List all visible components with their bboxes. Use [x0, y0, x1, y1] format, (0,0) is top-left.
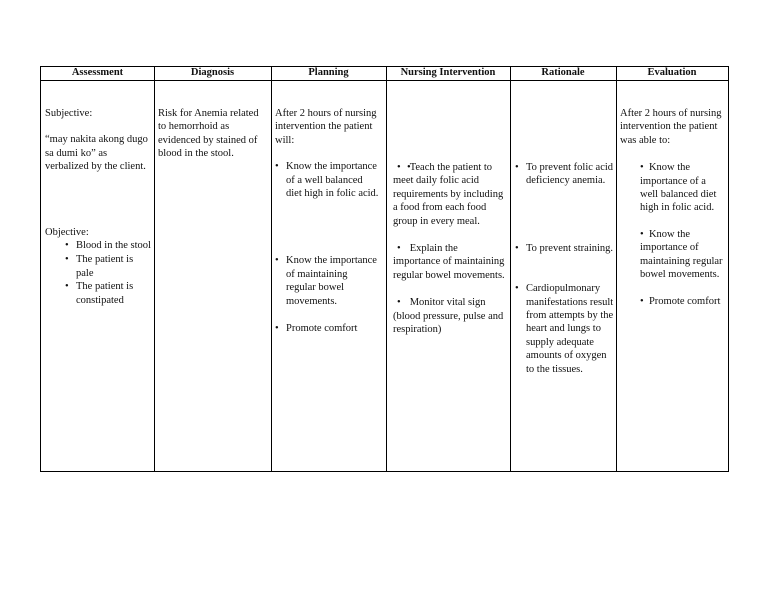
nursing-care-plan-table — [40, 66, 729, 472]
header-diagnosis: Diagnosis — [190, 67, 235, 78]
evaluation-item: Know the importance of maintaining regular bowel movements. — [640, 228, 723, 281]
bullet-icon: • — [640, 296, 644, 308]
intervention-item-2: Explain the importance of maintaining regular bowel movements. — [393, 243, 505, 281]
subjective-text: “may nakita akong dugo sa dumi ko” as verbalized by the client. — [45, 134, 148, 173]
rationale-item: • To prevent straining. — [515, 242, 615, 255]
intervention-list — [393, 161, 505, 336]
planning-intro: After 2 hours of nursing intervention the patient will: — [275, 108, 377, 146]
column-divider — [616, 67, 617, 471]
objective-label: Objective: — [45, 226, 89, 238]
column-divider — [510, 67, 511, 471]
diagnosis-cell — [158, 107, 268, 161]
header-assessment: Assessment — [71, 67, 124, 78]
bullet-icon: • — [640, 162, 644, 174]
evaluation-cell — [620, 107, 726, 309]
evaluation-intro: After 2 hours of nursing intervention the patient was able to: — [620, 108, 722, 146]
objective-item: • The patient is pale — [65, 253, 151, 280]
objective-item: • The patient is constipated — [65, 280, 151, 307]
rationale-item: • Cardiopulmonary manifestations result from attempts by the heart and lungs to supply adequate amounts of oxygen to the tissues. — [515, 282, 615, 376]
bullet-icon: • — [397, 243, 401, 255]
column-divider — [271, 67, 272, 471]
bullet-icon: • — [397, 297, 401, 309]
evaluation-item: Promote comfort — [648, 296, 721, 308]
planning-item: • Know the importance of maintaining regular bowel movements. — [275, 254, 379, 308]
subjective-label: Subjective: — [45, 108, 93, 119]
rationale-item: • To prevent folic acid deficiency anemia. — [515, 161, 615, 188]
evaluation-item: Know the importance of a well balanced diet high in folic acid. — [640, 162, 717, 214]
header-planning: Planning — [308, 67, 349, 78]
header-rationale: Rationale — [541, 67, 585, 78]
planning-item: • Know the importance of a well balanced diet high in folic acid. — [275, 160, 379, 200]
intervention-item-3: Monitor vital sign (blood pressure, pulse and respiration) — [393, 297, 504, 336]
planning-cell — [275, 107, 379, 335]
bullet-icon: • — [397, 162, 401, 173]
column-divider — [386, 67, 387, 471]
planning-item: • Promote comfort — [275, 322, 379, 335]
bullet-icon: • — [640, 228, 644, 240]
header-evaluation: Evaluation — [647, 67, 697, 78]
assessment-cell — [45, 107, 149, 307]
column-divider — [154, 67, 155, 471]
diagnosis-text: Risk for Anemia related to hemorrhoid as evidenced by stained of blood in the stool. — [158, 108, 259, 160]
bullet-icon: • — [407, 162, 411, 173]
rationale-cell — [515, 161, 615, 376]
intervention-item-1: Teach the patient to meet daily folic acid requirements by including a food from each food group in every meal. — [393, 162, 504, 227]
header-nursing-intervention: Nursing Intervention — [400, 67, 496, 78]
objective-item: • Blood in the stool — [65, 239, 151, 252]
